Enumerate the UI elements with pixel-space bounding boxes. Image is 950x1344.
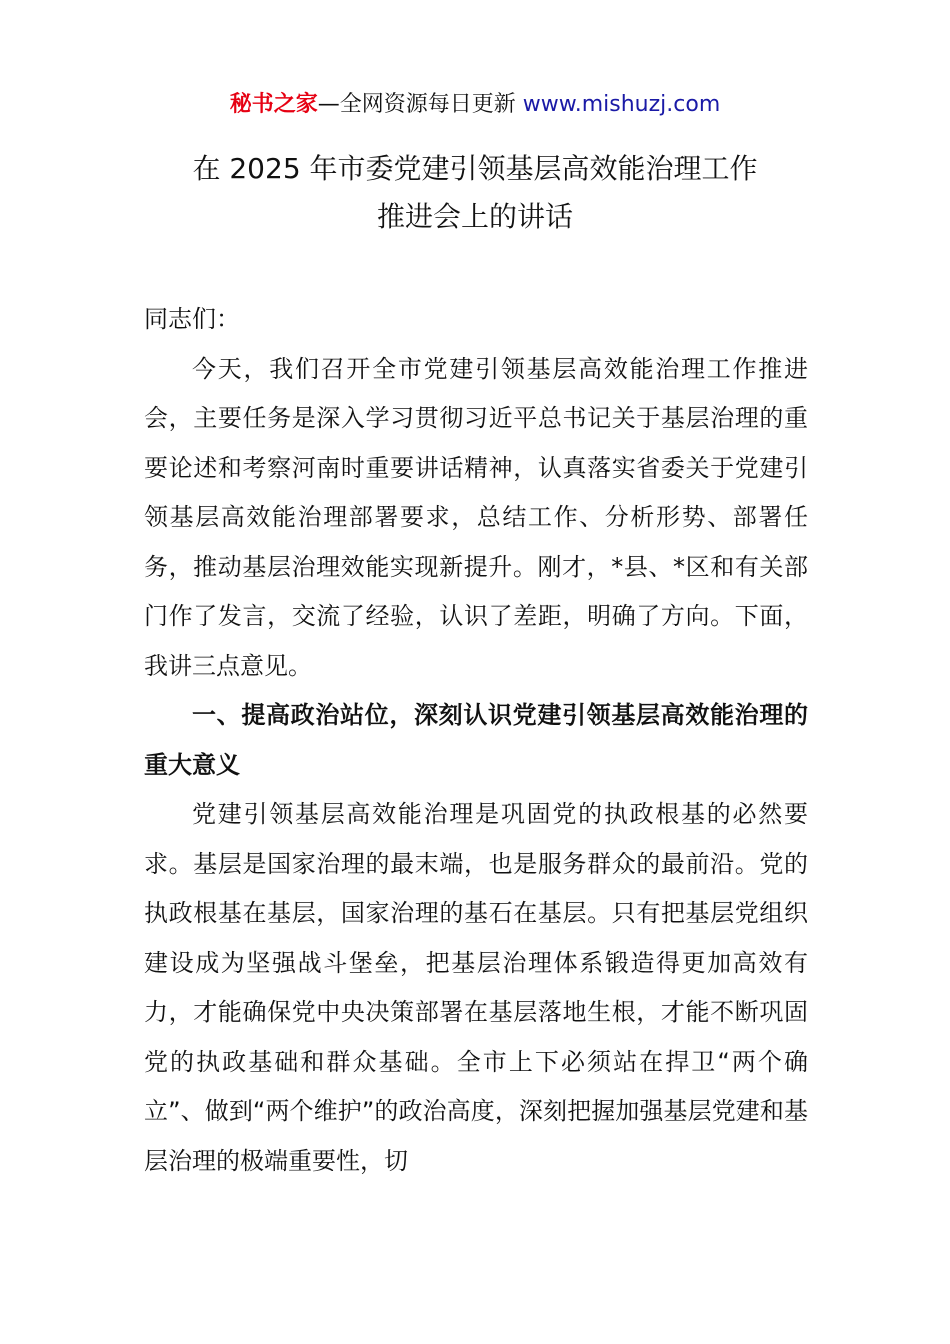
document-title-line-2: 推进会上的讲话 xyxy=(376,200,573,233)
site-header xyxy=(0,88,950,122)
brand-name: 秘书之家 xyxy=(229,92,318,117)
salutation: 同志们： xyxy=(144,305,240,333)
paragraph-section-1: 党建引领基层高效能治理是巩固党的执政根基的必然要求。基层是国家治理的最末端，也是服务群众的最前沿。党的执政根基在基层，国家治理的基石在基层。只有把基层党组织建设成为坚强战斗堡垒，把基层治理体系锻造得更加高效有力，才能确保党中央决策部署在基层落地生根，才能不断巩固党的执政基础和群众基础。全市上下必须站在捍卫“两个确立”、做到“两个维护”的政治高度，深刻把握加强基层党建和基层治理的极端重要性，切 xyxy=(144,800,808,1175)
section-heading-1: 一、提高政治站位，深刻认识党建引领基层高效能治理的重大意义 xyxy=(144,701,808,779)
header-slogan: 全网资源每日更新 xyxy=(339,92,523,117)
header-dash: — xyxy=(317,92,340,117)
site-url-link[interactable]: www.mishuzj.com xyxy=(522,92,721,117)
document-body xyxy=(144,295,808,1186)
paragraph-intro: 今天，我们召开全市党建引领基层高效能治理工作推进会，主要任务是深入学习贯彻习近平总书记关于基层治理的重要论述和考察河南时重要讲话精神，认真落实省委关于党建引领基层高效能治理部署要求，总结工作、分析形势、部署任务，推动基层治理效能实现新提升。刚才，*县、*区和有关部门作了发言，交流了经验，认识了差距，明确了方向。下面，我讲三点意见。 xyxy=(144,354,808,680)
document-title-line-1: 在 2025 年市委党建引领基层高效能治理工作 xyxy=(192,152,758,185)
